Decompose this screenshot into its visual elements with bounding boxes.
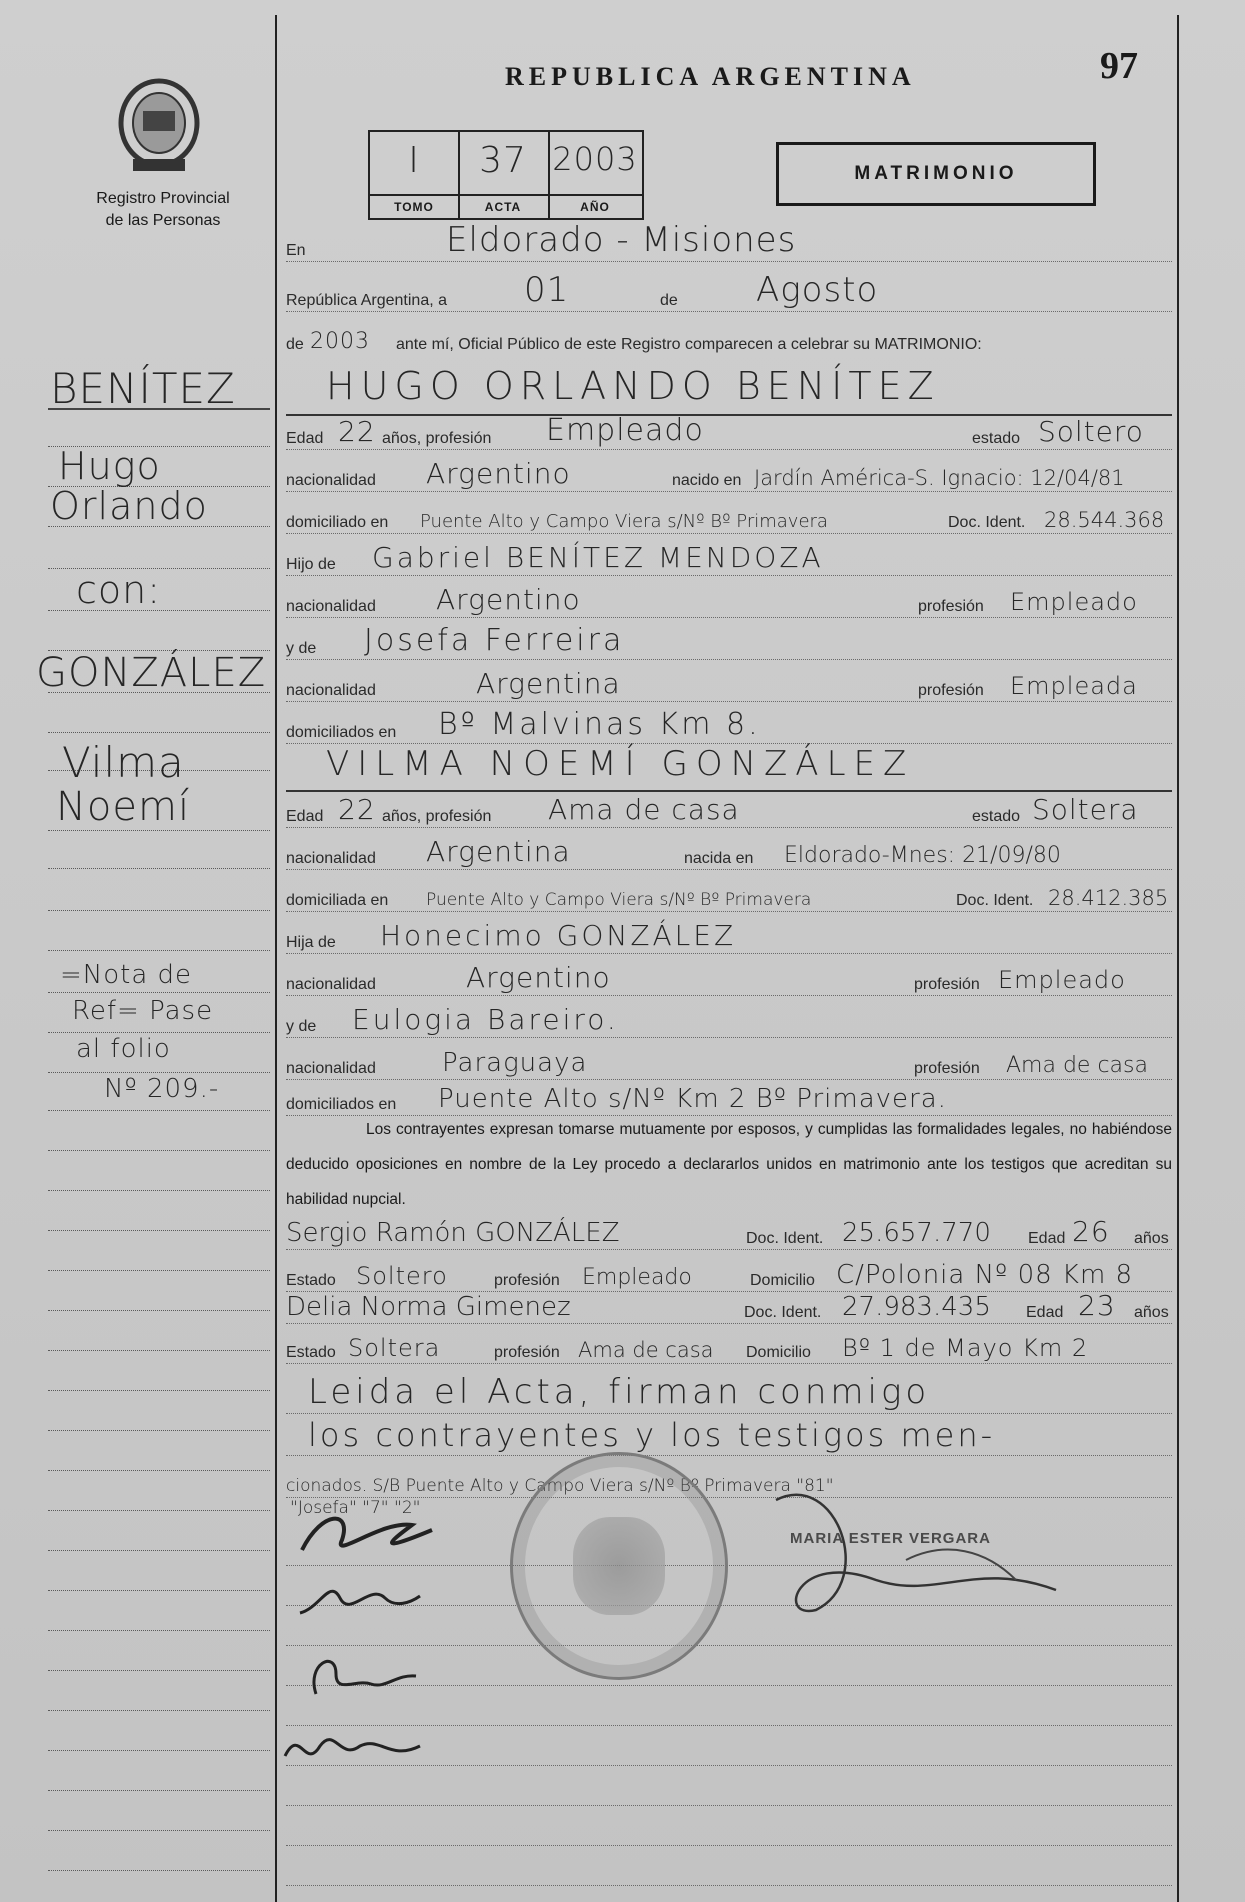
- label-nacionalidad: nacionalidad: [286, 472, 376, 489]
- label-estado-2: estado: [972, 808, 1021, 825]
- witness2-profession: Ama de casa: [578, 1338, 714, 1362]
- groom-father-line: [286, 541, 1172, 580]
- bride-full-name: VILMA NOEMÍ GONZÁLEZ: [326, 744, 915, 784]
- witness1-state: Soltero: [356, 1262, 448, 1290]
- witness2-line: [286, 1289, 1172, 1328]
- right-border: [1177, 15, 1179, 1902]
- label-nacionalidad-3: nacionalidad: [286, 682, 376, 699]
- groom-profession: Empleado: [546, 413, 704, 448]
- label-y-de: y de: [286, 640, 317, 657]
- tomo-value: I: [408, 140, 420, 181]
- acta-cell: [458, 132, 550, 218]
- ano-label: AÑO: [548, 194, 642, 218]
- label-hijo-de: Hijo de: [286, 556, 336, 573]
- label-anos-w1: años: [1134, 1230, 1169, 1247]
- bride-address: Puente Alto y Campo Viera s/Nº Bº Primavera: [426, 890, 812, 910]
- label-nacida-en: nacida en: [684, 850, 754, 867]
- groom-age: 22: [338, 415, 376, 448]
- label-nacionalidad-5: nacionalidad: [286, 976, 376, 993]
- witness1-doc: 25.657.770: [842, 1218, 991, 1248]
- label-anos-profesion-2: años, profesión: [382, 808, 492, 825]
- groom-father: Gabriel BENÍTEZ MENDOZA: [372, 541, 824, 574]
- groom-address-line: [286, 508, 1172, 538]
- bride-address-line: [286, 886, 1172, 916]
- day-value: 01: [524, 270, 570, 310]
- bride-mother: Eulogia Bareiro.: [352, 1003, 619, 1036]
- bride-father-line: [286, 919, 1172, 958]
- label-domiciliados-en-2: domiciliados en: [286, 1096, 397, 1113]
- label-estado-w2: Estado: [286, 1344, 336, 1361]
- groom-father-nationality: Argentino: [436, 583, 581, 616]
- groom-mother-nationality: Argentina: [476, 667, 621, 700]
- groom-mother: Josefa Ferreira: [364, 623, 625, 658]
- closing-text-1: Leida el Acta, firman conmigo: [308, 1372, 931, 1412]
- margin-note-2: Ref= Pase: [72, 996, 214, 1026]
- label-profesion-2: profesión: [918, 682, 984, 699]
- label-profesion-3: profesión: [914, 976, 980, 993]
- bride-nationality-line: [286, 835, 1172, 874]
- label-profesion-w1: profesión: [494, 1272, 560, 1289]
- margin-groom-name-1: Hugo: [58, 444, 161, 488]
- margin-note-1: =Nota de: [60, 960, 193, 990]
- label-estado-w1: Estado: [286, 1272, 336, 1289]
- label-doc-ident-2: Doc. Ident.: [956, 892, 1034, 909]
- groom-address: Puente Alto y Campo Viera s/Nº Bº Primavera: [420, 511, 828, 532]
- label-domiciliados-en: domiciliados en: [286, 724, 397, 741]
- label-de-year: de: [286, 336, 304, 353]
- month-value: Agosto: [756, 270, 879, 310]
- groom-mother-line: [286, 623, 1172, 664]
- witness2-age: 23: [1078, 1289, 1116, 1322]
- folio-number: 97: [1100, 45, 1138, 87]
- tomo-acta-ano-box: [368, 130, 644, 220]
- ano-value: 2003: [552, 140, 638, 178]
- margin-note-3: al folio: [76, 1034, 171, 1064]
- label-domiciliado-en: domiciliado en: [286, 514, 389, 531]
- legal-declaration: Los contrayentes expresan tomarse mutuamente por esposos, y cumplidas las formalidades legales, no habiéndose deducido oposiciones en nombre de la Ley procedo a declararlos unidos en matrimonio ante los testigos que acreditan su habilidad nupcial.: [286, 1121, 1172, 1208]
- bride-age: 22: [338, 793, 376, 826]
- bride-section-rule: [286, 790, 1172, 792]
- margin-groom-surname: BENÍTEZ: [50, 364, 236, 413]
- groom-nationality: Argentino: [426, 457, 571, 490]
- registry-name: [52, 188, 274, 232]
- tomo-cell: [370, 132, 460, 218]
- groom-age-line: [286, 413, 1172, 454]
- closing-line-1: [286, 1372, 1172, 1418]
- groom-name-line: [286, 364, 1172, 412]
- registry-line-1: Registro Provincial: [96, 190, 230, 207]
- label-de: de: [660, 292, 678, 309]
- groom-full-name: HUGO ORLANDO BENÍTEZ: [326, 364, 940, 408]
- witness2-address: Bº 1 de Mayo Km 2: [842, 1334, 1089, 1362]
- witness2-doc: 27.983.435: [842, 1292, 991, 1322]
- groom-father-profession: Empleado: [1010, 588, 1138, 616]
- bride-mother-nat-line: [286, 1048, 1172, 1084]
- margin-bride-name-1: Vilma: [62, 738, 185, 787]
- witness2-details-line: [286, 1334, 1172, 1368]
- label-hija-de: Hija de: [286, 934, 336, 951]
- closing-text-3: cionados. S/B Puente Alto y Campo Viera s/Nº Bº Primavera "81": [286, 1476, 834, 1496]
- bride-mother-nationality: Paraguaya: [442, 1048, 588, 1078]
- witness1-signature-icon: [296, 1644, 426, 1704]
- label-anos-profesion: años, profesión: [382, 430, 492, 447]
- witness1-profession: Empleado: [582, 1265, 692, 1290]
- groom-mother-profession: Empleada: [1010, 672, 1138, 700]
- closing-text-2: los contrayentes y los testigos men-: [308, 1416, 996, 1454]
- act-type-box: MATRIMONIO: [776, 142, 1096, 206]
- date-line: [286, 270, 1172, 316]
- label-rep-arg: República Argentina, a: [286, 292, 447, 309]
- official-name-stamp: MARIA ESTER VERGARA: [790, 1530, 991, 1547]
- label-edad-w1: Edad: [1028, 1230, 1066, 1247]
- groom-father-nat-line: [286, 583, 1172, 622]
- witness2-name: Delia Norma Gimenez: [286, 1292, 571, 1322]
- margin-note-4: Nº 209.-: [104, 1074, 220, 1104]
- label-anos-w2: años: [1134, 1304, 1169, 1321]
- year-value: 2003: [310, 329, 370, 354]
- year-line: [286, 330, 1172, 360]
- closing-line-2: [286, 1416, 1172, 1460]
- label-en: En: [286, 242, 306, 259]
- bride-birthplace: Eldorado-Mnes: 21/09/80: [784, 843, 1061, 868]
- groom-mother-nat-line: [286, 667, 1172, 706]
- country-heading: REPUBLICA ARGENTINA: [505, 62, 916, 91]
- label-profesion-w2: profesión: [494, 1344, 560, 1361]
- label-doc-ident-w1: Doc. Ident.: [746, 1230, 824, 1247]
- margin-divider: [275, 15, 277, 1902]
- groom-civil-state: Soltero: [1038, 415, 1144, 448]
- label-nacionalidad-2: nacionalidad: [286, 598, 376, 615]
- bride-age-line: [286, 793, 1172, 832]
- groom-signature-icon: [292, 1500, 442, 1570]
- label-domicilio-w2: Domicilio: [746, 1344, 811, 1361]
- place-value: Eldorado - Misiones: [446, 220, 797, 260]
- label-doc-ident: Doc. Ident.: [948, 514, 1026, 531]
- bride-name-line: [286, 744, 1172, 788]
- label-y-de-2: y de: [286, 1018, 317, 1035]
- margin-con: con:: [76, 568, 162, 612]
- margin-bride-surname: GONZÁLEZ: [36, 650, 267, 696]
- witness1-name: Sergio Ramón GONZÁLEZ: [286, 1218, 620, 1248]
- groom-birthplace: Jardín América-S. Ignacio: 12/04/81: [754, 466, 1125, 490]
- label-domicilio-w1: Domicilio: [750, 1272, 815, 1289]
- label-nacionalidad-6: nacionalidad: [286, 1060, 376, 1077]
- label-doc-ident-w2: Doc. Ident.: [744, 1304, 822, 1321]
- tomo-label: TOMO: [370, 194, 458, 218]
- acta-value: 37: [479, 140, 527, 181]
- bride-civil-state: Soltera: [1032, 793, 1139, 826]
- label-estado: estado: [972, 430, 1021, 447]
- margin-groom-name-2: Orlando: [50, 484, 208, 528]
- label-nacionalidad-4: nacionalidad: [286, 850, 376, 867]
- label-edad-2: Edad: [286, 808, 324, 825]
- bride-father-nat-line: [286, 961, 1172, 1000]
- official-stamp-seal: [510, 1452, 728, 1680]
- bride-nationality: Argentina: [426, 835, 571, 868]
- bride-father-nationality: Argentino: [466, 961, 611, 994]
- bride-mother-profession: Ama de casa: [1006, 1053, 1148, 1078]
- registry-line-2: de las Personas: [105, 212, 221, 229]
- label-profesion: profesión: [918, 598, 984, 615]
- label-ante-mi: ante mí, Oficial Público de este Registro comparecen a celebrar su MATRIMONIO:: [396, 336, 982, 353]
- provincial-seal-icon: [113, 75, 205, 175]
- label-nacido-en: nacido en: [672, 472, 742, 489]
- bride-profession: Ama de casa: [548, 793, 740, 826]
- witness1-address: C/Polonia Nº 08 Km 8: [836, 1260, 1134, 1290]
- margin-bride-name-2: Noemí: [56, 784, 191, 830]
- acta-label: ACTA: [458, 194, 548, 218]
- label-edad-w2: Edad: [1026, 1304, 1064, 1321]
- witness1-line: [286, 1215, 1172, 1254]
- label-domiciliada-en: domiciliada en: [286, 892, 389, 909]
- bride-father-profession: Empleado: [998, 966, 1126, 994]
- place-line: [286, 220, 1172, 266]
- label-edad: Edad: [286, 430, 324, 447]
- bride-father: Honecimo GONZÁLEZ: [380, 919, 737, 952]
- witness1-age: 26: [1072, 1215, 1110, 1248]
- groom-parents-address: Bº Malvinas Km 8.: [438, 707, 761, 742]
- bride-doc: 28.412.385: [1048, 886, 1169, 910]
- closing-text-4: "Josefa" "7" "2": [290, 1498, 421, 1518]
- witness2-state: Soltera: [348, 1334, 441, 1362]
- bride-signature-icon: [290, 1568, 430, 1628]
- bride-parents-address: Puente Alto s/Nº Km 2 Bº Primavera.: [438, 1084, 947, 1114]
- ano-cell: [548, 132, 642, 218]
- groom-nationality-line: [286, 457, 1172, 496]
- witness2-signature-icon: [280, 1716, 430, 1776]
- groom-doc: 28.544.368: [1044, 508, 1165, 532]
- bride-mother-line: [286, 1003, 1172, 1042]
- label-profesion-4: profesión: [914, 1060, 980, 1077]
